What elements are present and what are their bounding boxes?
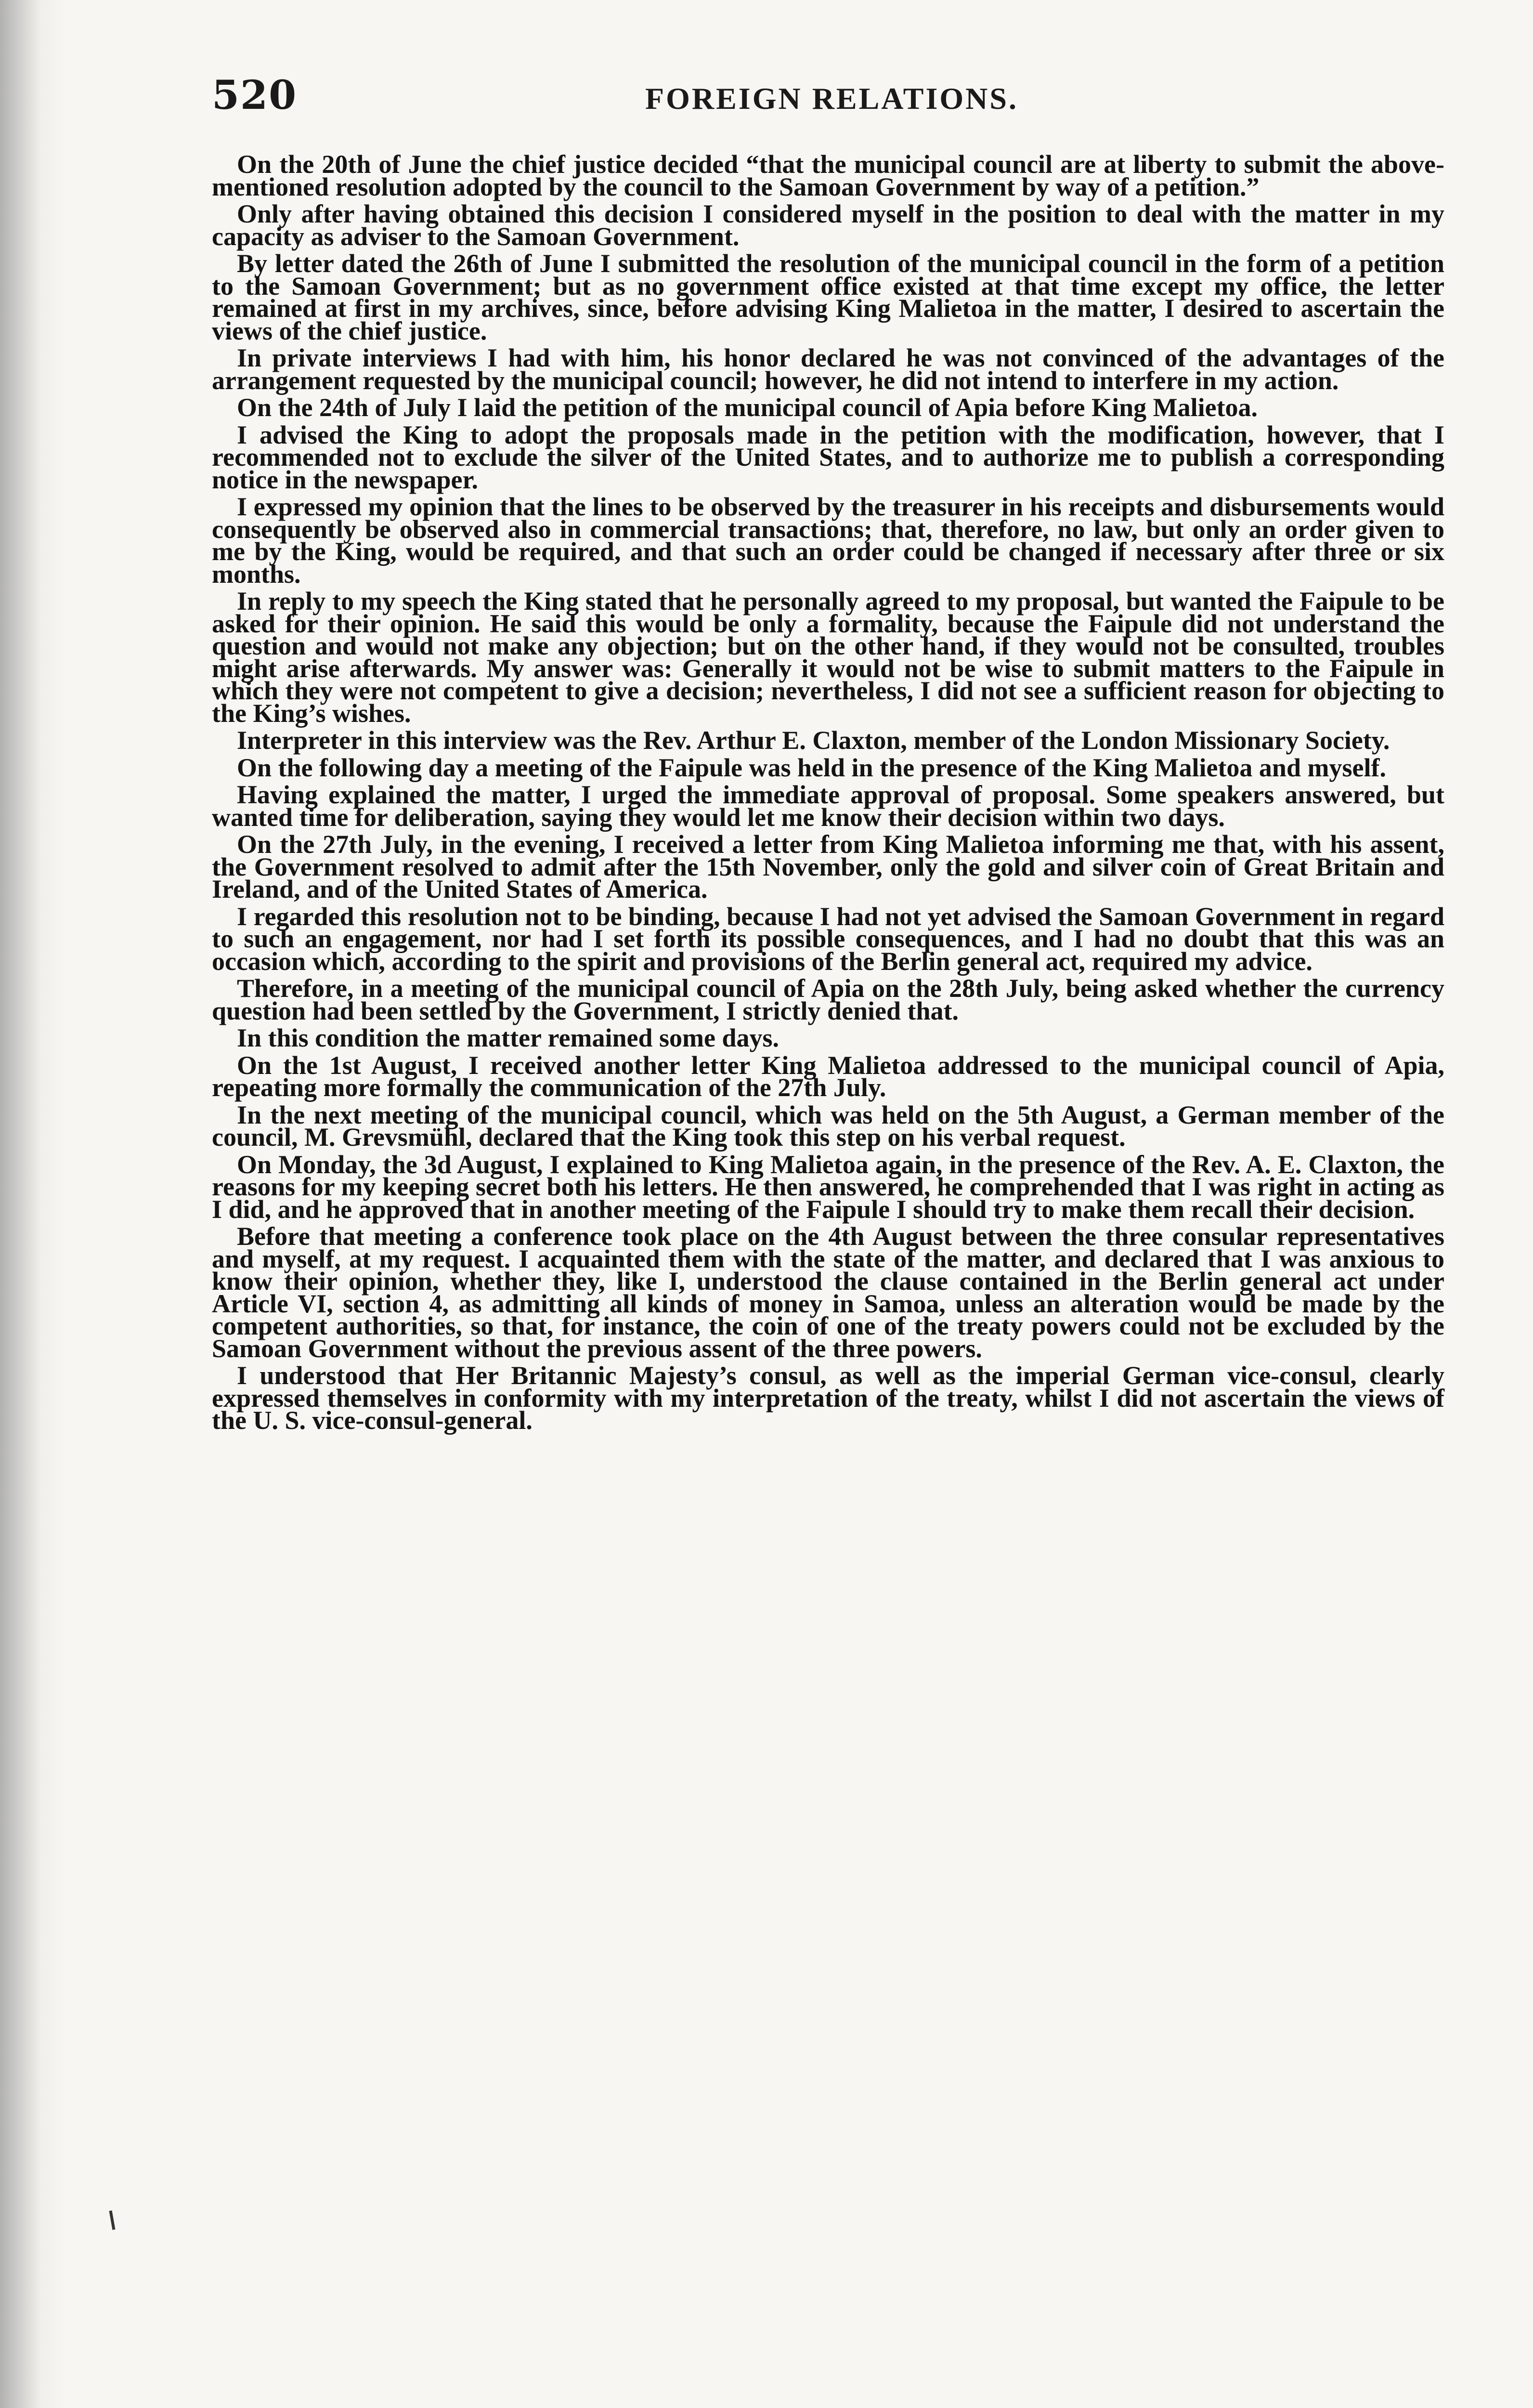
body-text xyxy=(212,150,1444,1437)
paragraph: Interpreter in this interview was the Rev. Arthur E. Claxton, member of the London Missionary Society. xyxy=(237,726,1390,755)
paragraph: I regarded this resolution not to be binding, because I had not yet advised the Samoan Government in regard to such an engagement, nor had I set forth its possible consequences, and I had no doubt that this was an occasion which, according to the spirit and provisions of the Berlin general act, required my advice. xyxy=(212,902,1444,976)
binding-shadow xyxy=(0,0,67,2408)
paragraph: On the following day a meeting of the Faipule was held in the presence of the King Malietoa and myself. xyxy=(237,753,1386,782)
paragraph: On the 1st August, I received another letter King Malietoa addressed to the municipal council of Apia, repeating more formally the communication of the 27th July. xyxy=(212,1050,1444,1102)
page-number: 520 xyxy=(212,72,298,118)
paragraph: On Monday, the 3d August, I explained to King Malietoa again, in the presence of the Rev. A. E. Claxton, the reasons for my keeping secret both his letters. He then answered, he comprehended that I was right in acting as I did, and he approved that in another meeting of the Faipule I should try to make them recall their decision. xyxy=(212,1150,1444,1224)
paragraph: Before that meeting a conference took place on the 4th August between the three consular representatives and myself, at my request. I acquainted them with the state of the matter, and declared that I was anxious to know their opinion, whether they, like I, understood the clause contained in the Berlin general act under Article VI, section 4, as admitting all kinds of money in Samoa, unless an alteration would be made by the competent authorities, so that, for instance, the coin of one of the treaty powers could not be excluded by the Samoan Government without the previous assent of the three powers. xyxy=(212,1222,1444,1363)
paragraph: I understood that Her Britannic Majesty’s consul, as well as the imperial German vice-consul, clearly expressed themselves in conformity with my interpretation of the treaty, whilst I did not ascertain the views of the U. S. vice-consul-general. xyxy=(212,1361,1444,1435)
paragraph: I expressed my opinion that the lines to be observed by the treasurer in his receipts and disbursements would consequently be observed also in commercial transactions; that, therefore, no law, but only an order given to me by the King, would be required, and that such an order could be changed if necessary after three or six months. xyxy=(212,492,1444,589)
paragraph: In the next meeting of the municipal council, which was held on the 5th August, a German member of the council, M. Grevsmühl, declared that the King took this step on his verbal request. xyxy=(212,1100,1444,1152)
paragraph: On the 24th of July I laid the petition of the municipal council of Apia before King Malietoa. xyxy=(237,393,1258,422)
paragraph: Only after having obtained this decision I considered myself in the position to deal with the matter in my capacity as adviser to the Samoan Government. xyxy=(212,199,1444,251)
paragraph: On the 27th July, in the evening, I received a letter from King Malietoa informing me that, with his assent, the Government resolved to admit after the 15th November, only the gold and silver coin of Great Britain and Ireland, and of the United States of America. xyxy=(212,830,1444,903)
paragraph: I advised the King to adopt the proposals made in the petition with the modification, however, that I recommended not to exclude the silver of the United States, and to authorize me to publish a corresponding notice in the newspaper. xyxy=(212,420,1444,494)
running-head: FOREIGN RELATIONS. xyxy=(645,81,1018,116)
paragraph: In reply to my speech the King stated that he personally agreed to my proposal, but wanted the Faipule to be asked for their opinion. He said this would be only a formality, because the Faipule did not understand the question and would not make any objection; but on the other hand, if they would not be consulted, troubles might arise afterwards. My answer was: Generally it would not be wise to submit matters to the Faipule in which they were not competent to give a decision; nevertheless, I did not see a sufficient reason for objecting to the King’s wishes. xyxy=(212,587,1444,728)
paragraph: Therefore, in a meeting of the municipal council of Apia on the 28th July, being asked whether the currency question had been settled by the Government, I strictly denied that. xyxy=(212,974,1444,1025)
paragraph: Having explained the matter, I urged the immediate approval of proposal. Some speakers answered, but wanted time for deliberation, saying they would let me know their decision within two days. xyxy=(212,780,1444,832)
paragraph: In this condition the matter remained some days. xyxy=(237,1023,779,1052)
page-header xyxy=(212,72,1464,144)
paragraph: In private interviews I had with him, his honor declared he was not convinced of the advantages of the arrangement requested by the municipal council; however, he did not intend to interfere in my action. xyxy=(212,343,1444,395)
paragraph: By letter dated the 26th of June I submitted the resolution of the municipal council in the form of a petition to the Samoan Government; but as no government office existed at that time except my office, the letter remained at first in my archives, since, before advising King Malietoa in the matter, I desired to ascertain the views of the chief justice. xyxy=(212,249,1444,345)
paragraph: On the 20th of June the chief justice decided “that the municipal council are at liberty to submit the above-mentioned resolution adopted by the council to the Samoan Government by way of a petition.” xyxy=(212,150,1444,201)
margin-mark xyxy=(109,2211,116,2230)
